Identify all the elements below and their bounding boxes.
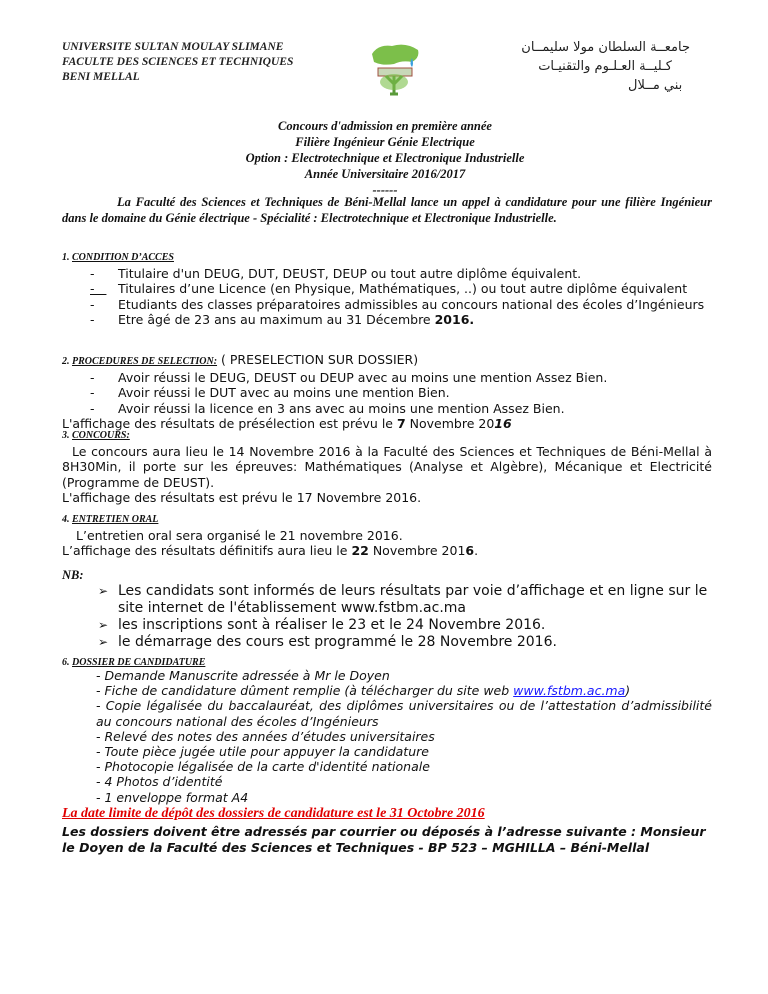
note-text: Novembre 20 [405,416,495,431]
note-year: 16 [494,416,512,431]
section-heading [62,657,712,668]
section-number: 1. [62,252,70,263]
arrow-bullet-icon: ➢ [98,584,109,598]
dossier-item: - Copie légalisée du baccalauréat, des diplômes universitaires ou de l’attestation d’admissibilité au concours national des écoles d’Ingénieurs [96,698,712,729]
fst-logo-icon [364,40,426,102]
section-number: 3. [62,430,70,441]
note-text: L’affichage des résultats définitifs aura lieu le [62,543,352,558]
header-left [62,40,293,85]
section-entretien [62,512,712,559]
entretien-note [62,543,712,559]
faculty-name: FACULTE DES SCIENCES ET TECHNIQUES [62,56,294,68]
section-nb [62,568,712,651]
item-text: Avoir réussi le DEUG, DEUST ou DEUP avec au moins une mention Assez Bien. [118,369,608,385]
section-dossier [62,657,712,805]
item-text: Titulaires d’une Licence (en Physique, Mathématiques, ..) ou tout autre diplôme équivalent [118,281,688,296]
website-link[interactable]: www.fstbm.ac.ma [513,683,626,699]
concours-text: Le concours aura lieu le 14 Novembre 2016 à la Faculté des Sciences et Techniques de Béni-Mellal à 8H30Min, il porte sur les épreuves: Mathématiques (Analyse et Algèbre), Mécanique et Electricité (Programme de DEUST). [62,443,712,490]
arrow-bullet-icon: ➢ [98,618,109,632]
item-text: le démarrage des cours est programmé le 28 Novembre 2016. [118,634,557,650]
university-name: UNIVERSITE SULTAN MOULAY SLIMANE [62,41,284,53]
item-text: Avoir réussi le DUT avec au moins une mention Bien. [118,385,450,400]
address-paragraph: Les dossiers doivent être adressés par courrier ou déposés à l’adresse suivante : Monsieur le Doyen de la Faculté des Sciences et Techniques - BP 523 – MGHILLA – Béni-Mellal [62,824,706,855]
bullet-item [62,634,712,651]
note-text: L'affichage des résultats de présélection est prévu le [62,416,397,431]
list-item: - Etre âgé de 23 ans au maximum au 31 Décembre 2016. [90,312,475,327]
title-separator: ------ [372,183,398,197]
faculty-name-ar: كـليــة العـلـوم والتقنيـات [538,59,672,74]
deadline-notice: La date limite de dépôt des dossiers de candidature est le 31 Octobre 2016 [62,806,485,821]
section-heading [62,428,712,444]
nb-label: NB: [62,568,84,582]
item-text: les inscriptions sont à réaliser le 23 et le 24 Novembre 2016. [118,617,546,633]
item-text: Avoir réussi la licence en 3 ans avec au moins une mention Assez Bien. [118,400,565,416]
list-item: - Avoir réussi le DEUG, DEUST ou DEUP avec au moins une mention Assez Bien. [90,369,608,385]
dossier-item: - 1 enveloppe format A4 [96,789,249,805]
title-line: Filière Ingénieur Génie Electrique [295,135,475,149]
title-line: Option : Electrotechnique et Electronique Industrielle [245,151,525,165]
item-text: Etudiants des classes préparatoires admissibles au concours national des écoles d’Ingénieurs [118,296,705,312]
section-number: 6. [62,657,70,668]
bullet-item [62,617,712,634]
section-heading [62,352,712,370]
section-conditions [62,250,712,328]
dossier-item [62,683,712,698]
section-title: CONCOURS: [72,430,130,441]
item-text: - Fiche de candidature dûment remplie (à télécharger du site web [96,683,514,699]
section-title: PROCEDURES DE SELECTION: [72,356,218,367]
item-text: ) [625,683,631,699]
header-right-arabic [440,38,690,95]
dossier-item: - Photocopie légalisée de la carte d'identité nationale [96,759,430,775]
intro-paragraph [62,194,712,226]
city-name-ar: بني مــلال [628,78,683,93]
section-title: ENTRETIEN ORAL [72,514,159,525]
university-name-ar: جامعــة السلطان مولا سليمــان [521,40,690,55]
list-item: - Titulaire d'un DEUG, DUT, DEUST, DEUP ou tout autre diplôme équivalent. [90,265,582,281]
section-heading [62,250,712,266]
bullet-item [62,583,712,617]
section-title: DOSSIER DE CANDIDATURE [72,657,206,668]
city-name: BENI MELLAL [62,71,140,83]
item-bold: 2016. [434,312,475,327]
dossier-item: - Relevé des notes des années d’études universitaires [96,728,435,744]
title-line: Année Universitaire 2016/2017 [304,167,466,181]
item-text: Titulaire d'un DEUG, DUT, DEUST, DEUP ou tout autre diplôme équivalent. [118,265,582,281]
arrow-bullet-icon: ➢ [98,635,109,649]
section-number: 4. [62,514,70,525]
list-item: - Avoir réussi le DUT avec au moins une mention Bien. [90,385,450,400]
section-heading [62,512,712,528]
list-item: - Titulaires d’une Licence (en Physique, Mathématiques, ..) ou tout autre diplôme équivalent [90,281,688,296]
note-day: 7 [396,416,406,431]
section-number: 2. [62,356,70,367]
entretien-text: L’entretien oral sera organisé le 21 novembre 2016. [76,527,403,543]
note-text: Novembre 201 [368,543,466,558]
item-text: Etre âgé de 23 ans au maximum au 31 Décembre [118,312,435,327]
dossier-item: - Demande Manuscrite adressée à Mr le Doyen [96,668,390,683]
note-day: 22 [351,543,369,558]
document-title [60,118,710,198]
section-concours [62,428,712,506]
title-line: Concours d'admission en première année [278,119,492,133]
dossier-item: - 4 Photos d’identité [96,774,223,790]
dossier-item: - Toute pièce jugée utile pour appuyer la candidature [96,744,429,760]
intro-text: La Faculté des Sciences et Techniques de Béni-Mellal lance un appel à candidature pour une filière Ingénieur dans le domaine du Génie électrique - Spécialité : Electrotechnique et Electronique Industrielle. [62,195,712,225]
concours-note: L'affichage des résultats est prévu le 17 Novembre 2016. [62,490,422,505]
item-text: Les candidats sont informés de leurs résultats par voie d’affichage et en ligne sur le site internet de l'établissement www.fstbm.ac.ma [118,583,708,616]
list-item: - Etudiants des classes préparatoires admissibles au concours national des écoles d’Ingénieurs [90,296,705,312]
section-selection [62,352,712,432]
section-title: CONDITION D’ACCES [72,252,174,263]
list-item: - Avoir réussi la licence en 3 ans avec au moins une mention Assez Bien. [90,400,565,416]
note-year-digit: 6 [465,543,475,558]
note-text: . [474,543,479,558]
section-subtitle: ( PRESELECTION SUR DOSSIER) [221,352,419,367]
